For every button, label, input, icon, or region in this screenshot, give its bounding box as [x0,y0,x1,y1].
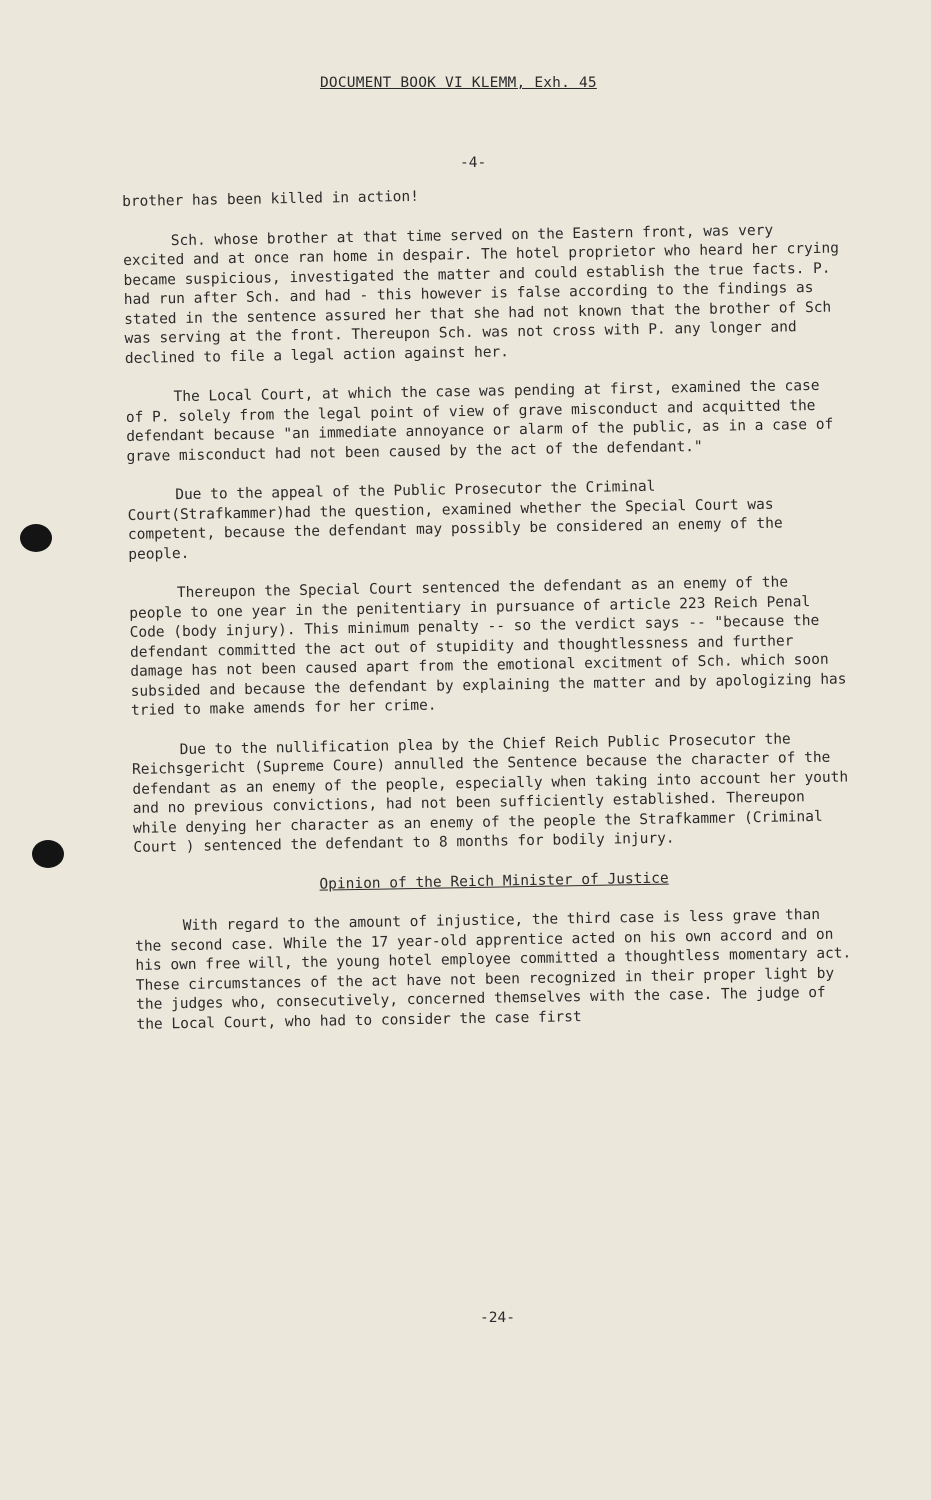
paragraph-2: Sch. whose brother at that time served on the Eastern front, was very excited and at once ran home in despair. The hotel proprietor who heard her crying became suspicious, investigated the matter and could establish the true facts. P. had run after Sch. and had - this however is false according to the findings as stated in the sentence assured her that she had not known that the brother of Sch was serving at the front. Thereupon Sch. was not cross with P. any longer and declined to file a legal action against her. [123,222,840,367]
page-marker-top: -4- [460,155,487,171]
document-header: DOCUMENT BOOK VI KLEMM, Exh. 45 [320,75,597,91]
body-text [122,180,857,1054]
punch-hole-upper [20,524,52,552]
punch-hole-lower [32,840,64,868]
section-heading: Opinion of the Reich Minister of Justice [319,870,669,893]
paragraph-7: With regard to the amount of injustice, the third case is less grave than the second case. While the 17 year-old apprentice acted on his own accord and on his own free will, the young hotel employee committed a thoughtless momentary act. These circumstances of the act have not been recognized in their proper light by the judges who, consecutively, concerned themselves with the case. The judge of the Local Court, who had to consider the case first [135,906,852,1033]
page-number: -24- [480,1310,515,1326]
paragraph-6: Due to the nullification plea by the Chief Reich Public Prosecutor the Reichsgericht (Supreme Coure) annulled the Sentence because the character of the defendant as an enemy of the people, especially when taking into account her youth and no previous convictions, had not been sufficiently established. Thereupon while denying her character as an enemy of the people the Strafkammer (Criminal Court ) sentenced the defendant to 8 months for bodily injury. [131,730,849,856]
paragraph-5: Thereupon the Special Court sentenced the defendant as an enemy of the people to one year in the penitentiary in pursuance of article 223 Reich Penal Code (body injury). This minimum penalty -- so the verdict says -- "because the defendant committed the act out of stupidity and thoughtlessness and further damage has not been caused apart from the emotional excitment of Sch. which soon subsided and because the defendant by explaining the matter and by apologizing has tried to make amends for her crime. [129,574,847,719]
paragraph-3: The Local Court, at which the case was pending at first, examined the case of P. solely from the legal point of view of grave misconduct and acquitted the defendant because "an immediate annoyance or alarm of the public, as in a case of grave misconduct had not been caused by the act of the defendant." [125,377,834,465]
paragraph-1: brother has been killed in action! [122,188,420,210]
paragraph-4: Due to the appeal of the Public Prosecutor the Criminal Court(Strafkammer)had the question, examined whether the Special Court was competent, because the defendant may possibly be considered an enemy of the people. [127,478,783,563]
